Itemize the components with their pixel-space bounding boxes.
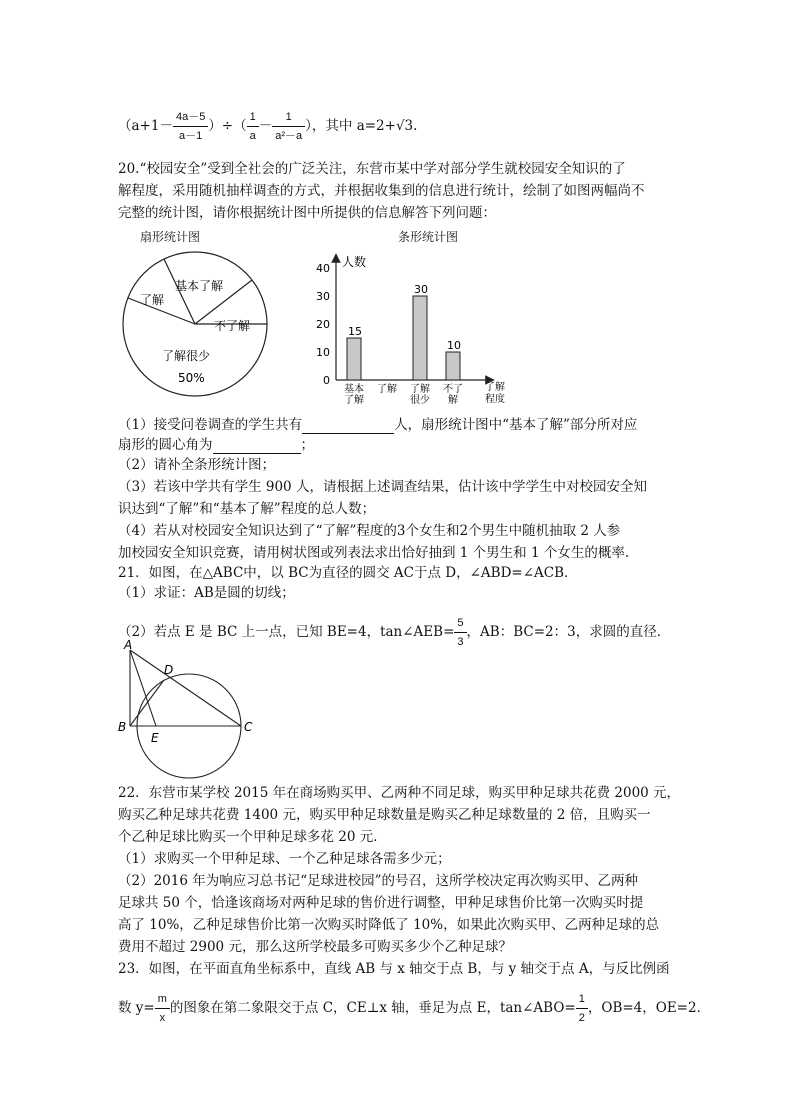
q20-line-1: 20.“校园安全”受到全社会的广泛关注，东营市某中学对部分学生就校园安全知识的了 <box>118 161 626 177</box>
q20-sub3-line-2: 识达到“了解”和“基本了解”程度的总人数； <box>118 501 376 517</box>
q23-line-1: 23．如图，在平面直角坐标系中，直线 AB 与 x 轴交于点 B，与 y 轴交于点 A，与反比例函 <box>118 961 670 977</box>
pie-percent-label: 50% <box>178 371 205 385</box>
point-label-d: D <box>164 663 174 677</box>
pie-label-buliaojie: 不了解 <box>214 319 251 333</box>
q22-line-8: 费用不超过 2900 元，那么这所学校最多可购买多少个乙种足球？ <box>118 939 512 955</box>
q23-fraction-m-x: $\frac{m}{x}$ <box>155 990 170 1027</box>
q21-geometry-figure <box>118 640 258 752</box>
bar-y-tick-3: 30 <box>316 290 330 303</box>
pie-chart-title: 扇形统计图 <box>140 230 201 244</box>
q19-fraction-3: $\frac{1}{\text{a²－a}}$ <box>272 108 305 145</box>
q23-fraction-half: $\frac{1}{2}$ <box>576 990 588 1027</box>
point-label-e: E <box>151 731 159 745</box>
q21-line-2: （1）求证：AB是圆的切线； <box>118 585 295 601</box>
bar-y-tick-2: 20 <box>316 318 330 331</box>
point-label-a: A <box>124 638 133 652</box>
q20-sub1-line-2: 扇形的圆心角为 ； <box>118 437 314 453</box>
segment-bd <box>130 680 164 726</box>
q22-line-3: 个乙种足球比购买一个甲种足球多花 20 元． <box>118 829 387 845</box>
q20-sub4-line-2: 加校园安全知识竞赛，请用树状图或列表法求出恰好抽到 1 个男生和 1 个女生的概率. <box>118 545 630 561</box>
q23-line-2: 数 y= $\frac{m}{x}$ 的图象在第二象限交于点 C，CE⊥x 轴，垂足为点 E，tan∠ABO= $\frac{1}{2}$ ，OB=4，OE=2． <box>118 990 710 1027</box>
q21-line-1: 21．如图，在△ABC中，以 BC为直径的圆交 AC于点 D，∠ABD=∠ACB． <box>118 565 578 581</box>
bar-data-label-0: 15 <box>348 325 362 338</box>
q20-sub2: （2）请补全条形统计图； <box>118 457 276 473</box>
q20-sub1-line-1: （1）接受问卷调查的学生共有 人，扇形统计图中“基本了解”部分所对应 <box>118 417 638 433</box>
q21-line-3: （2）若点 E 是 BC 上一点，已知 BE=4，tan∠AEB= $\frac{5}{3}$ ，AB：BC=2：3，求圆的直径． <box>118 614 670 651</box>
q22-line-5: （2）2016 年为响应习总书记“足球进校园”的号召，这所学校决定再次购买甲、乙两种 <box>118 873 639 889</box>
q19-fraction-2: $\frac{1}{a}$ <box>247 108 259 145</box>
bar-category-label-3-line2: 解 <box>448 395 458 406</box>
point-label-c: C <box>244 720 253 734</box>
pie-label-liaojie: 了解 <box>140 293 165 307</box>
bar-y-tick-4: 40 <box>316 262 330 275</box>
q20-blank-angle[interactable] <box>213 439 301 454</box>
bar-category-label-2-line2: 很少 <box>410 395 430 406</box>
pie-chart <box>120 246 280 406</box>
bar-category-label-3: 不了 <box>443 384 463 395</box>
q21-fraction: $\frac{5}{3}$ <box>454 614 466 651</box>
bar-x-label-2: 程度 <box>485 394 505 405</box>
bar-data-label-2: 30 <box>414 283 428 296</box>
q22-line-7: 高了 10%，乙种足球售价比第一次购买时降低了 10%，如果此次购买甲、乙两种足球的总 <box>118 917 660 933</box>
bar-y-label: 人数 <box>342 255 367 269</box>
bar-data-label-3: 10 <box>447 339 461 352</box>
bar-chart-title: 条形统计图 <box>398 230 459 244</box>
bar-chart <box>300 246 505 416</box>
bar-2 <box>413 296 427 380</box>
point-label-b: B <box>118 720 127 734</box>
bar-category-label-0-line2: 了解 <box>344 395 364 406</box>
bar-x-label-1: 了解 <box>485 382 505 393</box>
segment-ae <box>130 650 156 726</box>
pie-label-henshao: 了解很少 <box>162 349 211 363</box>
q19-fraction-1: $\frac{4a-5}{a-1}$ <box>173 108 208 145</box>
q22-line-2: 购买乙种足球共花费 1400 元，购买甲种足球数量是购买乙种足球数量的 2 倍，且购买一 <box>118 807 651 823</box>
q20-sub3-line-1: （3）若该中学共有学生 900 人，请根据上述调查结果，估计该中学学生中对校园安全知 <box>118 479 647 495</box>
q22-line-1: 22．东营市某学校 2015 年在商场购买甲、乙两种不同足球，购买甲种足球共花费 2000 元， <box>118 785 681 801</box>
q20-blank-total[interactable] <box>302 419 394 434</box>
q20-line-3: 完整的统计图，请你根据统计图中所提供的信息解答下列问题： <box>118 205 496 221</box>
bar-y-tick-0: 0 <box>323 374 330 387</box>
bar-0 <box>347 338 361 380</box>
q20-sub4-line-1: （4）若从对校园安全知识达到了“了解”程度的3个女生和2个男生中随机抽取 2 人参 <box>118 523 621 539</box>
bar-3 <box>446 352 460 380</box>
bar-category-label-1: 了解 <box>377 384 397 395</box>
bar-y-tick-1: 10 <box>316 346 330 359</box>
q22-line-6: 足球共 50 个，恰逢该商场对两种足球的售价进行调整，甲种足球售价比第一次购买时提 <box>118 895 644 911</box>
q20-line-2: 解程度，采用随机抽样调查的方式，并根据收集到的信息进行统计，绘制了如图两幅尚不 <box>118 183 645 199</box>
pie-label-jiben: 基本了解 <box>175 279 224 293</box>
bar-category-label-0: 基本 <box>344 384 364 395</box>
q22-line-4: （1）求购买一个甲种足球、一个乙种足球各需多少元； <box>118 851 451 867</box>
bar-category-label-2: 了解 <box>410 384 430 395</box>
q19-expression: （a+1－ $\frac{4a-5}{a-1}$ ）÷（ $\frac{1}{a}$ － $\frac{1}{\text{a²－a}}$ ），其中 a=2+√3. <box>118 108 417 145</box>
